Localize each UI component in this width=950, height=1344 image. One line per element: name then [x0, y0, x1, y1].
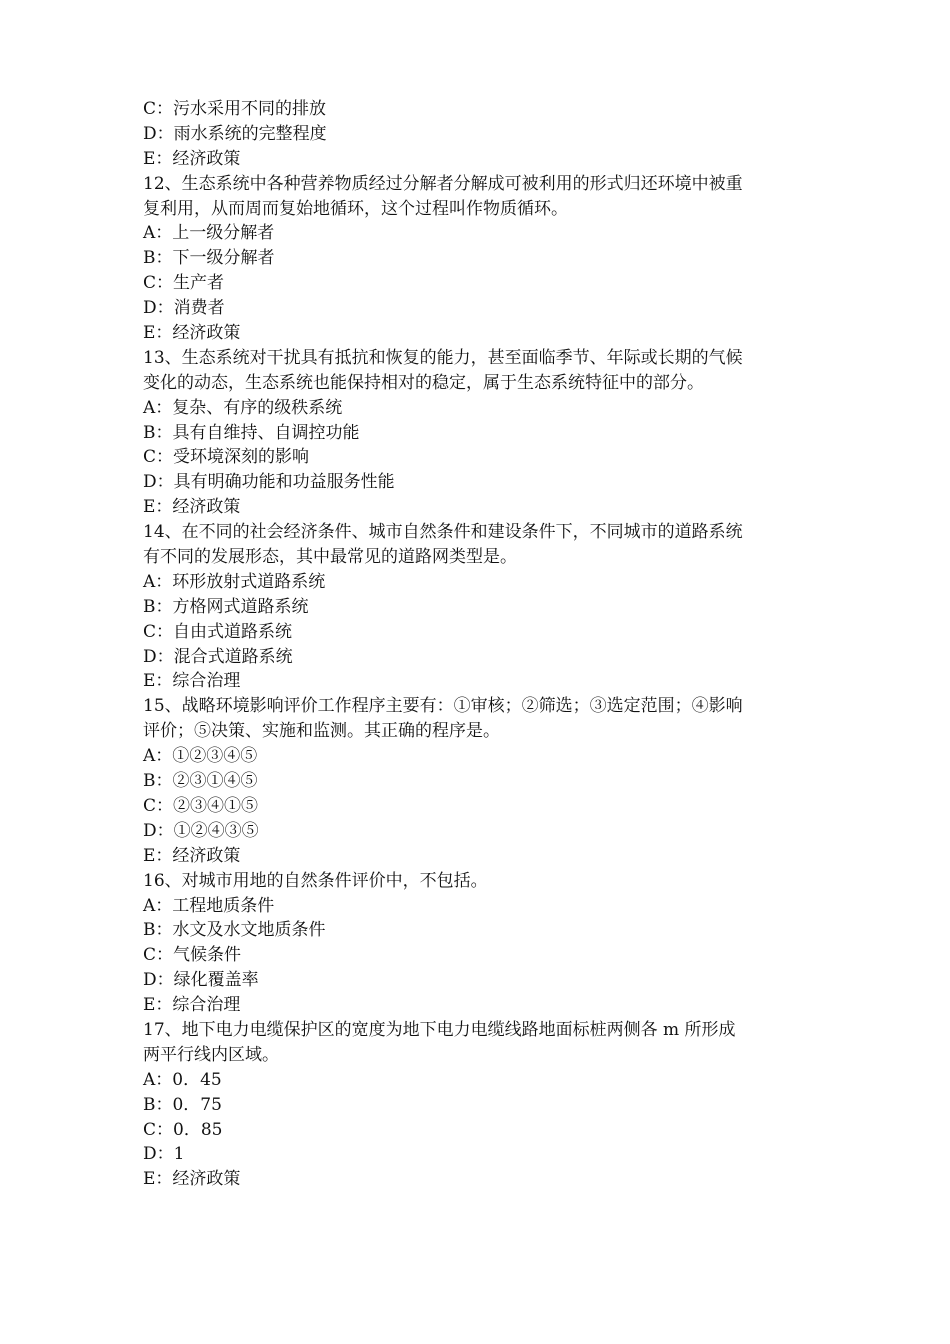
option-e: E：综合治理: [143, 671, 241, 692]
question-text: 评价；⑤决策、实施和监测。其正确的程序是。: [143, 721, 500, 742]
option-d: D：具有明确功能和功益服务性能: [143, 472, 395, 493]
text-line: C：污水采用不同的排放: [143, 99, 327, 119]
text-line: E：经济政策: [143, 148, 241, 169]
option-a: A：工程地质条件: [143, 895, 275, 916]
option-d: D：①②④③⑤: [143, 820, 259, 841]
question-text: 复利用，从而周而复始地循环，这个过程叫作物质循环。: [143, 198, 568, 219]
text-line: D：雨水系统的完整程度: [143, 123, 327, 144]
option-b: B：下一级分解者: [143, 248, 275, 269]
option-a: A：复杂、有序的级秩系统: [143, 397, 343, 418]
option-c: C：生产者: [143, 273, 225, 294]
question-text: 15、战略环境影响评价工作程序主要有：①审核；②筛选；③选定范围；④影响: [143, 696, 743, 717]
question-text: 17、地下电力电缆保护区的宽度为地下电力电缆线路地面标桩两侧各 m 所形成: [143, 1019, 736, 1040]
question-text: 16、对城市用地的自然条件评价中，不包括。: [143, 870, 488, 891]
question-text: 有不同的发展形态，其中最常见的道路网类型是。: [143, 547, 517, 568]
question-text: 14、在不同的社会经济条件、城市自然条件和建设条件下，不同城市的道路系统: [143, 522, 743, 543]
option-c: C：受环境深刻的影响: [143, 447, 310, 468]
option-e: E：综合治理: [143, 995, 241, 1016]
option-c: C：0．85: [143, 1119, 223, 1140]
option-c: C：气候条件: [143, 945, 242, 966]
option-a: A：上一级分解者: [143, 223, 275, 244]
option-a: A：①②③④⑤: [143, 746, 258, 767]
option-a: A：0．45: [143, 1069, 222, 1090]
option-b: B：②③①④⑤: [143, 771, 258, 792]
document-body: [143, 97, 813, 1192]
option-b: B：具有自维持、自调控功能: [143, 422, 360, 443]
question-text: 变化的动态，生态系统也能保持相对的稳定，属于生态系统特征中的部分。: [143, 372, 704, 393]
question-text: 两平行线内区域。: [143, 1044, 279, 1065]
option-d: D：消费者: [143, 298, 225, 319]
option-b: B：方格网式道路系统: [143, 596, 309, 617]
option-b: B：水文及水文地质条件: [143, 920, 326, 941]
option-e: E：经济政策: [143, 845, 241, 866]
option-e: E：经济政策: [143, 497, 241, 518]
question-text: 13、生态系统对干扰具有抵抗和恢复的能力，甚至面临季节、年际或长期的气候: [143, 347, 743, 368]
option-e: E：经济政策: [143, 1169, 241, 1190]
option-d: D：混合式道路系统: [143, 646, 293, 667]
option-c: C：②③④①⑤: [143, 795, 259, 816]
option-d: D：绿化覆盖率: [143, 970, 259, 991]
question-text: 12、生态系统中各种营养物质经过分解者分解成可被利用的形式归还环境中被重: [143, 173, 743, 194]
option-b: B：0．75: [143, 1094, 222, 1115]
option-a: A：环形放射式道路系统: [143, 571, 326, 592]
option-d: D：1: [143, 1144, 185, 1165]
option-c: C：自由式道路系统: [143, 621, 293, 642]
option-e: E：经济政策: [143, 323, 241, 344]
